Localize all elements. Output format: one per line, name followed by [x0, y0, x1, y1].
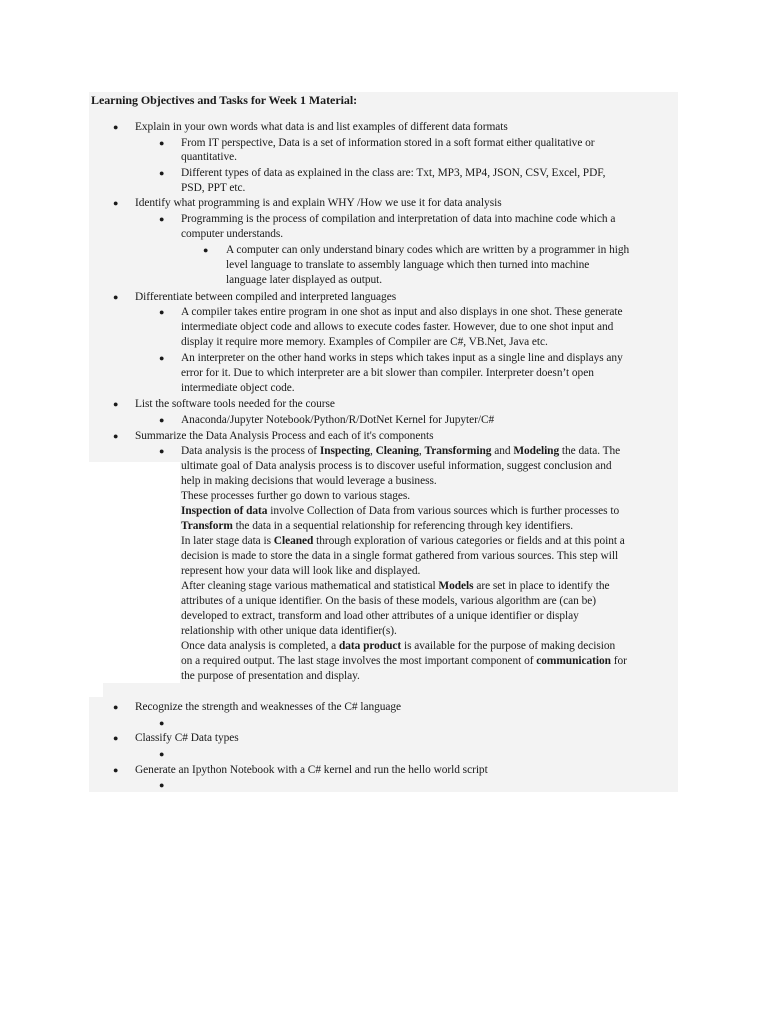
section-heading: Recognize the strength and weaknesses of the C# language — [135, 701, 402, 713]
section-heading: Summarize the Data Analysis Process and each of it's components — [135, 430, 434, 442]
analysis-line: Transform the data in a sequential relationship for referencing through key identifiers. — [181, 520, 574, 532]
bullet-icon: ● — [159, 780, 165, 790]
bullet-icon: ● — [159, 749, 165, 759]
bullet-icon: ● — [113, 122, 119, 132]
analysis-line: ultimate goal of Data analysis process is to discover useful information, suggest conclusion and — [181, 460, 612, 472]
list-item-line: PSD, PPT etc. — [181, 182, 246, 194]
page-title: Learning Objectives and Tasks for Week 1 Material: — [91, 93, 358, 107]
bullet-icon: ● — [159, 307, 165, 317]
bullet-icon: ● — [159, 415, 165, 425]
analysis-line: on a required output. The last stage involves the most important component of communication for — [181, 655, 627, 667]
list-item-line: An interpreter on the other hand works in steps which takes input as a single line and displays any — [181, 352, 623, 364]
bullet-icon: ● — [113, 765, 119, 775]
bullet-icon: ● — [113, 702, 119, 712]
list-item-line: error for it. Due to which interpreter are a bit slower than compiler. Interpreter doesn’t open — [181, 367, 594, 379]
list-item-line: quantitative. — [181, 151, 237, 163]
analysis-line: After cleaning stage various mathematical and statistical Models are set in place to identify the — [181, 580, 610, 592]
bullet-icon: ● — [113, 399, 119, 409]
bullet-icon: ● — [113, 431, 119, 441]
bullet-icon: ● — [159, 168, 165, 178]
list-item-line: intermediate object code. — [181, 382, 295, 394]
section-heading: List the software tools needed for the course — [135, 398, 335, 410]
bullet-icon: ● — [113, 733, 119, 743]
list-item-line: language later displayed as output. — [226, 274, 383, 286]
section-heading: Differentiate between compiled and interpreted languages — [135, 291, 397, 303]
list-item-line: intermediate object code and allows to execute codes faster. However, due to one shot input and — [181, 321, 614, 333]
analysis-line: Data analysis is the process of Inspecting, Cleaning, Transforming and Modeling the data. The — [181, 445, 621, 457]
list-item-line: Programming is the process of compilation and interpretation of data into machine code which a — [181, 213, 616, 225]
list-item-line: level language to translate to assembly language which then turned into machine — [226, 259, 590, 271]
bullet-icon: ● — [159, 138, 165, 148]
list-item-line: display it require more memory. Examples of Compiler are C#, VB.Net, Java etc. — [181, 336, 548, 348]
section-heading: Explain in your own words what data is and list examples of different data formats — [135, 121, 508, 133]
analysis-line: relationship with other unique data identifier(s). — [181, 625, 397, 637]
bullet-icon: ● — [113, 198, 119, 208]
bullet-icon: ● — [159, 718, 165, 728]
list-item-line: Different types of data as explained in the class are: Txt, MP3, MP4, JSON, CSV, Excel, PDF, — [181, 167, 606, 179]
bullet-icon: ● — [159, 214, 165, 224]
list-item-line: From IT perspective, Data is a set of information stored in a soft format either qualitative or — [181, 137, 595, 149]
list-item-line: A compiler takes entire program in one shot as input and also displays in one shot. These generate — [181, 306, 623, 318]
bullet-icon: ● — [159, 446, 165, 456]
analysis-line: Inspection of data involve Collection of Data from various sources which is further processes to — [181, 505, 620, 517]
analysis-line: Once data analysis is completed, a data product is available for the purpose of making decision — [181, 640, 616, 652]
analysis-line: represent how your data will look like and displayed. — [181, 565, 421, 577]
analysis-line: In later stage data is Cleaned through exploration of various categories or fields and at this point a — [181, 535, 625, 547]
bullet-icon: ● — [203, 245, 209, 255]
analysis-line: decision is made to store the data in a single format gathered from various sources. This step will — [181, 550, 619, 562]
analysis-line: attributes of a unique identifier. On the basis of these models, various algorithm are (can be) — [181, 595, 596, 607]
analysis-line: These processes further go down to various stages. — [181, 490, 411, 502]
list-item-line: computer understands. — [181, 228, 284, 240]
bullet-icon: ● — [113, 292, 119, 302]
analysis-line: the purpose of presentation and display. — [181, 670, 360, 682]
section-heading: Identify what programming is and explain WHY /How we use it for data analysis — [135, 197, 502, 209]
section-heading: Classify C# Data types — [135, 732, 239, 744]
list-item-line: A computer can only understand binary codes which are written by a programmer in high — [226, 244, 630, 256]
section-heading: Generate an Ipython Notebook with a C# kernel and run the hello world script — [135, 764, 488, 776]
analysis-line: help in making decisions that would leverage a business. — [181, 475, 437, 487]
analysis-line: developed to extract, transform and load other attributes of a unique identifier or display — [181, 610, 579, 622]
list-item-line: Anaconda/Jupyter Notebook/Python/R/DotNet Kernel for Jupyter/C# — [181, 414, 495, 426]
bullet-icon: ● — [159, 353, 165, 363]
